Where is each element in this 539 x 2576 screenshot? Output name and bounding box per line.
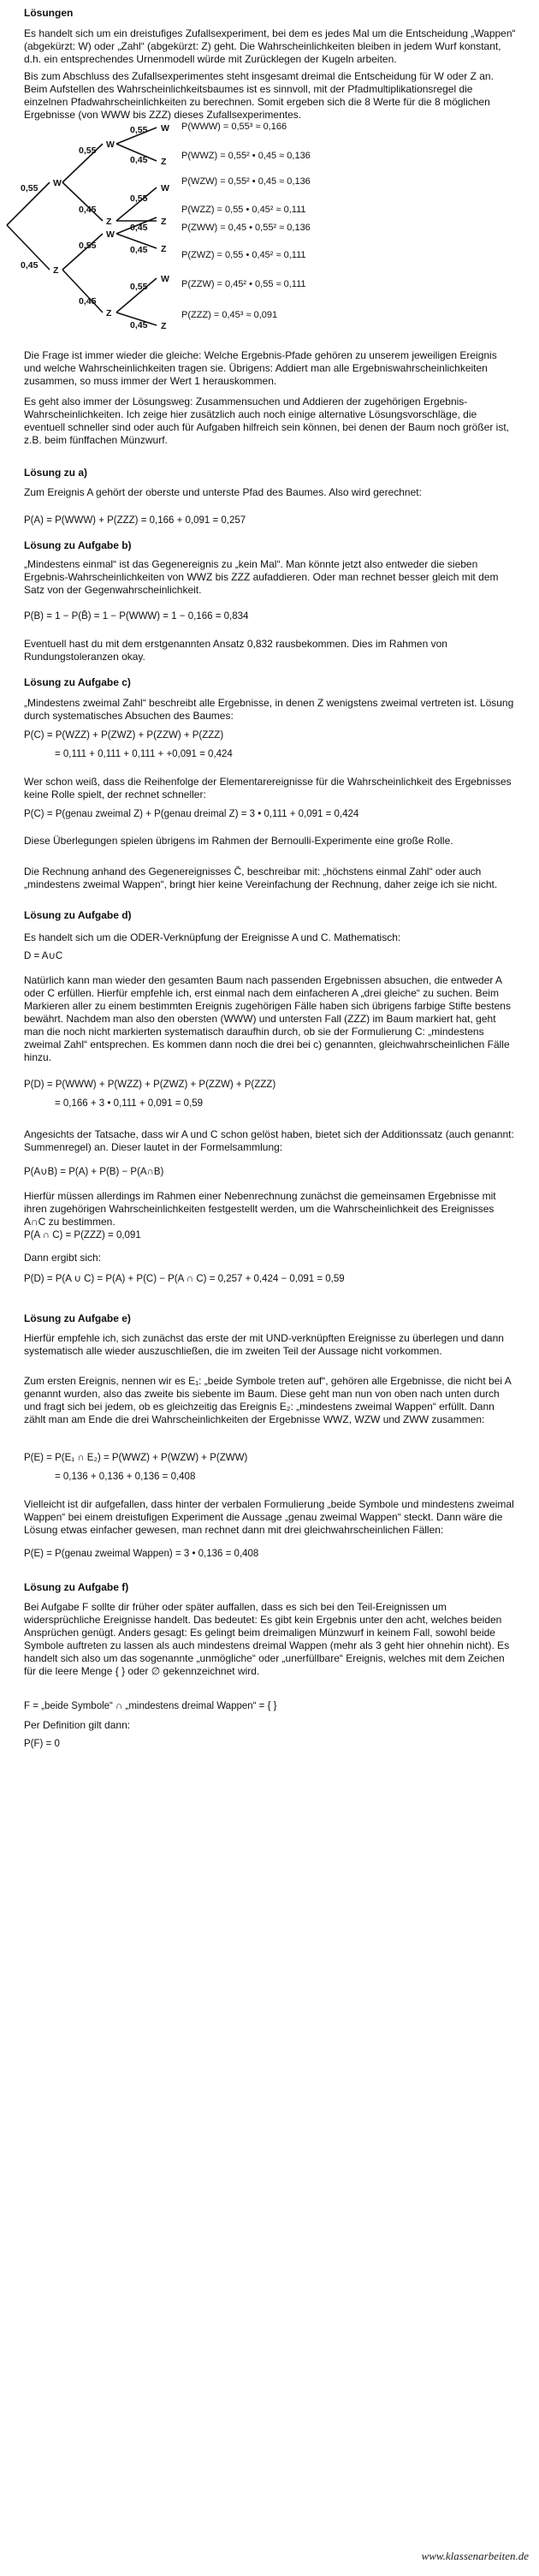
paragraph-frage: Die Frage ist immer wieder die gleiche: Welche Ergebnis-Pfade gehören zu unserem jeweiligen Ereignis und welche Wahrscheinlichkeiten tragen sie. Übrigens: Addiert man alle Ergebniswahrscheinlichkeiten zusammen, so muss immer der Wert 1 herauskommen. [24,349,497,387]
tree-node-l3-0: W [161,123,169,134]
tree-result-zzw: P(ZZW) = 0,45² • 0,55 ≈ 0,111 [181,279,306,289]
d-formula-4: P(A∪B) = P(A) + P(B) − P(A∩B) [24,1167,164,1177]
tree-result-www: P(WWW) = 0,55³ ≈ 0,166 [181,122,287,132]
tree-prob-l3-1: 0,45 [130,155,148,165]
d-formula-5: P(A ∩ C) = P(ZZZ) = 0,091 [24,1230,141,1240]
tree-node-l3-2: W [161,183,169,193]
tree-result-zwz: P(ZWZ) = 0,55 • 0,45² ≈ 0,111 [181,250,306,260]
c-paragraph-4: Die Rechnung anhand des Gegenereignisses C̄, beschreibar mit: „höchstens einmal Zahl“ oder auch „mindestens zweimal Wappen“, bringt hier keine Vereinfachung der Rechnung, daher zeige ich sie nicht. [24,866,498,890]
tree-prob-l1-0: 0,55 [21,183,38,193]
d-formula-1: D = A∪C [24,951,63,961]
d-formula-2: P(D) = P(WWW) + P(WZZ) + P(ZWZ) + P(ZZW) + P(ZZZ) [24,1080,276,1090]
heading-e: Lösung zu Aufgabe e) [24,1312,131,1324]
f-paragraph-1: Bei Aufgabe F sollte dir früher oder später auffallen, dass es sich bei den Teil-Ereignissen um widersprüchliche Ereignisse handelt. Das bedeutet: Es gibt kein Ergebnis unter den acht, welches beiden Ansprüchen genügt. Anders gesagt: Es gelingt beim dreimaligen Münzwurf in keinem Fall, sowohl beide Symbole auftreten zu lassen als auch mindestens dreimal Wappen (mehr als 3 geht hier ohnehin nicht). Es handelt sich also um das sogenannte „unmögliche“ oder „unerfüllbare“ Ereignis, welches mit dem Zeichen für die leere Menge { } oder ∅ gekennzeichnet wird. [24,1601,510,1677]
heading-f: Lösung zu Aufgabe f) [24,1581,129,1593]
tree-node-l2-2: W [106,229,115,240]
e-formula-1: P(E) = P(E₁ ∩ E₂) = P(WWZ) + P(WZW) + P(ZWW) [24,1453,248,1463]
tree-prob-l1-1: 0,45 [21,260,38,271]
tree-prob-l2-2: 0,55 [79,241,97,251]
f-paragraph-2: Per Definition gilt dann: [24,1719,131,1731]
e-formula-2: = 0,136 + 0,136 + 0,136 = 0,408 [55,1472,196,1482]
a-paragraph-1: Zum Ereignis A gehört der oberste und unterste Pfad des Baumes. Also wird gerechnet: [24,486,422,498]
tree-node-l1-1: Z [53,265,59,276]
c-formula-2: = 0,111 + 0,111 + 0,111 + +0,091 = 0,424 [55,749,233,759]
b-paragraph-1: „Mindestens einmal“ ist das Gegenereignis zu „kein Mal“. Man könnte jetzt also entweder die sieben Ergebnis-Wahrscheinlichkeiten von WWZ bis ZZZ aufaddieren. Oder man rechnet besser gleich mit dem Satz von der Gegenwahrscheinlichkeit. [24,558,499,596]
c-formula-3: P(C) = P(genau zweimal Z) + P(genau dreimal Z) = 3 • 0,111 + 0,091 = 0,424 [24,809,359,819]
d-formula-3: = 0,166 + 3 • 0,111 + 0,091 = 0,59 [55,1098,204,1109]
e-paragraph-1: Hierfür empfehle ich, sich zunächst das erste der mit UND-verknüpften Ereignisse zu überlegen und dann systematisch alle wieder auszuschließen, die im zweiten Teil der Aussage nicht vorkommen. [24,1332,504,1357]
f-formula-2: P(F) = 0 [24,1739,60,1749]
f-formula-1: F = „beide Symbole“ ∩ „mindestens dreimal Wappen“ = { } [24,1701,277,1711]
tree-results [181,122,311,320]
d-paragraph-3: Angesichts der Tatsache, dass wir A und C schon gelöst haben, bietet sich der Additionssatz (auch genannt: Summenregel) an. Dieser lautet in der Formelsammlung: [24,1128,514,1153]
tree-node-l2-0: W [106,140,115,150]
d-paragraph-2: Natürlich kann man wieder den gesamten Baum nach passenden Ergebnissen absuchen, die entweder A oder C erfüllen. Hierfür empfehle ich, erst einmal nach dem einfacheren A „drei gleiche“ zu suchen. Beim Markieren aller zu einem bestimmten Ereignis zugehörigen Fälle haben sich übrigens farbige Stifte bestens bewährt. Nachdem man also den obersten (WWW) und untersten Fall (ZZZ) im Baum markiert hat, geht man die noch nicht markierten systematisch daraufhin durch, ob sie der Formulierung C: „mindestens zweimal Zahl“ entsprechen. Es kommen dann noch die drei bei c) genannten, gleichwahrscheinlichen Fälle hinzu. [24,974,511,1063]
tree-prob-l3-6: 0,55 [130,282,148,292]
tree-result-wwz: P(WWZ) = 0,55² • 0,45 ≈ 0,136 [181,151,311,161]
probability-tree [0,116,539,340]
tree-prob-l3-5: 0,45 [130,245,148,255]
tree-prob-l2-1: 0,45 [79,205,97,215]
tree-result-wzw: P(WZW) = 0,55² • 0,45 ≈ 0,136 [181,176,311,187]
c-paragraph-1: „Mindestens zweimal Zahl“ beschreibt alle Ergebnisse, in denen Z wenigstens zweimal vertreten ist. Lösung durch systematisches Absuchen des Baumes: [24,697,514,722]
tree-node-l2-1: Z [106,217,112,227]
tree-prob-l2-0: 0,55 [79,146,97,156]
a-formula-1: P(A) = P(WWW) + P(ZZZ) = 0,166 + 0,091 = 0,257 [24,515,246,526]
intro-paragraph-2: Bis zum Abschluss des Zufallsexperimentes steht insgesamt dreimal die Entscheidung für W oder Z an. Beim Aufstellen des Wahrscheinlichkeitsbaumes ist es sinnvoll, mit der Pfadmultiplikationsregel die einzelnen Pfadwahrscheinlichkeiten zu berechnen. Somit ergeben sich die 8 Werte für die 8 möglichen Ergebnisse (von WWW bis ZZZ) dieses Zufallsexperimentes. [24,70,494,121]
c-paragraph-3: Diese Überlegungen spielen übrigens im Rahmen der Bernoulli-Experimente eine große Rolle. [24,835,453,847]
heading-d: Lösung zu Aufgabe d) [24,909,132,921]
heading-c: Lösung zu Aufgabe c) [24,676,131,688]
heading-b: Lösung zu Aufgabe b) [24,539,132,551]
tree-node-l3-3: Z [161,217,167,227]
d-paragraph-4: Hierfür müssen allerdings im Rahmen einer Nebenrechnung zunächst die gemeinsamen Ergebnisse mit ihren zugehörigen Wahrscheinlichkeiten festgestellt werden, um die Wahrscheinlichkeit des Ereignisses A∩C zu bestimmen. [24,1190,496,1228]
page-title: Lösungen [24,7,74,19]
b-formula-1: P(B) = 1 − P(B̄) = 1 − P(WWW) = 1 − 0,166 = 0,834 [24,611,249,622]
footer-link[interactable]: www.klassenarbeiten.de [421,2549,529,2562]
e-formula-3: P(E) = P(genau zweimal Wappen) = 3 • 0,136 = 0,408 [24,1549,259,1559]
c-formula-1: P(C) = P(WZZ) + P(ZWZ) + P(ZZW) + P(ZZZ) [24,730,224,741]
tree-prob-l3-0: 0,55 [130,125,148,135]
e-paragraph-2: Zum ersten Ereignis, nennen wir es E₁: „beide Symbole treten auf“, gehören alle Ergebnisse, die nicht bei A genannt wurden, also das zweite bis siebente im Baum. Diese geht man nun von oben nach unten durch und fragt sich bei jedem, ob es gleichzeitig das Ereignis E₂: „mindestens zweimal Wappen“ erfüllt. Dann zählt man am Ende die drei Wahrscheinlichkeiten der Ergebnisse WWZ, WZW und ZWW zusammen: [24,1375,512,1425]
e-paragraph-3: Vielleicht ist dir aufgefallen, dass hinter der verbalen Formulierung „beide Symbole und mindestens zweimal Wappen“ bei einem dreistufigen Experiment die Aussage „genau zweimal Wappen“ steckt. Dann wäre die Lösung etwas einfacher gewesen, man rechnet dann mit drei gleichwahrscheinlichen Fällen: [24,1498,514,1536]
d-paragraph-1: Es handelt sich um die ODER-Verknüpfung der Ereignisse A und C. Mathematisch: [24,931,401,943]
intro-paragraph-1: Es handelt sich um ein dreistufiges Zufallsexperiment, bei dem es jedes Mal um die Entscheidung „Wappen“ (abgekürzt: W) oder „Zahl“ (abgekürzt: Z) geht. Die Wahrscheinlichkeiten bleiben in jedem Wurf konstant, d.h. ein entsprechendes Urnenmodell würde mit Zurücklegen der Kugeln arbeiten. [24,27,516,65]
d-formula-6: P(D) = P(A ∪ C) = P(A) + P(C) − P(A ∩ C) = 0,257 + 0,424 − 0,091 = 0,59 [24,1274,345,1284]
b-paragraph-2: Eventuell hast du mit dem erstgenannten Ansatz 0,832 rausbekommen. Dies im Rahmen von Rundungstoleranzen okay. [24,638,447,663]
tree-prob-l3-3: 0,45 [130,223,148,233]
heading-a: Lösung zu a) [24,467,87,479]
tree-node-l3-5: Z [161,244,167,254]
tree-result-zww: P(ZWW) = 0,45 • 0,55² ≈ 0,136 [181,223,311,233]
tree-node-l1-0: W [53,178,62,188]
tree-prob-l3-2: 0,55 [130,193,148,204]
tree-prob-l3-7: 0,45 [130,320,148,330]
tree-prob-l2-3: 0,45 [79,296,97,306]
paragraph-loesungsweg: Es geht also immer der Lösungsweg: Zusammensuchen und Addieren der zugehörigen Ergebnis-Wahrscheinlichkeiten. Ich zeige hier zusätzlich auch noch einige alternative Lösungsvorschläge, die eventuell schneller sind oder auch für Aufgaben hilfreich sein können, bei denen der Baum noch größer ist, z.B. beim fünffachen Münzwurf. [24,396,510,446]
tree-node-l3-7: Z [161,321,167,331]
d-paragraph-5: Dann ergibt sich: [24,1252,102,1264]
tree-node-l3-6: W [161,274,169,284]
tree-node-l2-3: Z [106,308,112,318]
c-paragraph-2: Wer schon weiß, dass die Reihenfolge der Elementarereignisse für die Wahrscheinlichkeit des Ergebnisses keine Rolle spielt, der rechnet schneller: [24,776,512,800]
tree-result-zzz: P(ZZZ) = 0,45³ ≈ 0,091 [181,310,278,320]
tree-node-l3-1: Z [161,157,167,167]
tree-result-wzz: P(WZZ) = 0,55 • 0,45² ≈ 0,111 [181,205,306,215]
